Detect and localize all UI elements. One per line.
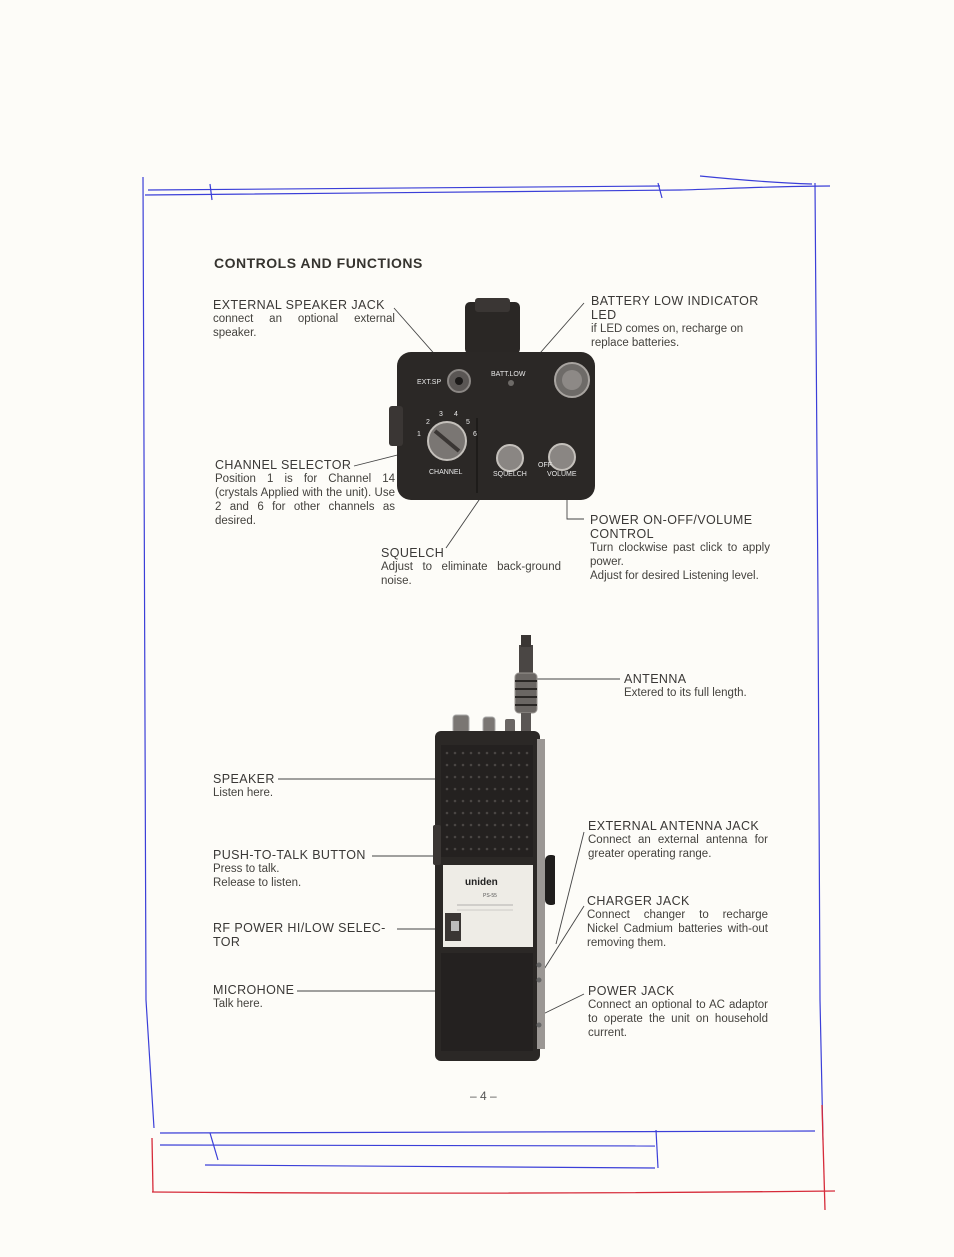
- callout-label: POWER JACK: [588, 984, 675, 998]
- brand-logo-text: uniden: [465, 877, 498, 888]
- callout-label: SPEAKER: [213, 772, 275, 786]
- red-pen-frame: [152, 1105, 835, 1210]
- callout-description: connect an optional external speaker.: [213, 313, 395, 339]
- dial-number: 5: [466, 419, 470, 426]
- dial-number: 3: [439, 411, 443, 418]
- callout-speaker: [213, 772, 363, 800]
- callout-description: Press to talk.: [213, 863, 280, 875]
- off-device-label: OFF: [538, 462, 552, 469]
- callout-power-volume-control: [590, 513, 770, 583]
- callout-channel-selector: [215, 458, 395, 528]
- callout-description: if LED comes on, recharge on replace batteries.: [591, 323, 744, 349]
- callout-rf-power-selector: [213, 921, 391, 949]
- callout-label: CHARGER JACK: [587, 894, 690, 908]
- callout-microphone: [213, 983, 363, 1011]
- callout-description: Position 1 is for Channel 14 (crystals Applied with the unit). Use 2 and 6 for other channels as desired.: [215, 473, 395, 527]
- ext-sp-device-label: EXT.SP: [417, 379, 442, 386]
- callout-push-to-talk: [213, 848, 383, 890]
- ptt-button-icon: [433, 825, 441, 865]
- callout-external-antenna-jack: [588, 819, 768, 861]
- callout-description: Turn clockwise past click to apply power.: [590, 542, 770, 568]
- callout-label: RF POWER HI/LOW SELEC-TOR: [213, 921, 386, 949]
- side-strip: [537, 739, 545, 1049]
- callout-charger-jack: [587, 894, 768, 950]
- callout-external-speaker-jack: [213, 298, 395, 340]
- callout-battery-low-led: [591, 294, 771, 350]
- squelch-knob-icon: [497, 445, 523, 471]
- microphone-grille-icon: [441, 953, 533, 1051]
- page-title: CONTROLS AND FUNCTIONS: [214, 255, 423, 271]
- dial-number: 2: [426, 419, 430, 426]
- squelch-device-label: SQUELCH: [493, 471, 527, 478]
- callout-label: ANTENNA: [624, 672, 687, 686]
- callout-power-jack: [588, 984, 768, 1040]
- volume-device-label: VOLUME: [547, 471, 577, 478]
- callout-label: SQUELCH: [381, 546, 445, 560]
- callout-label: PUSH-TO-TALK BUTTON: [213, 848, 366, 862]
- callout-description: Talk here.: [213, 998, 263, 1010]
- volume-knob-icon: [549, 444, 575, 470]
- dial-number: 6: [473, 431, 477, 438]
- callout-label: CHANNEL SELECTOR: [215, 458, 352, 472]
- callout-label: MICROHONE: [213, 983, 295, 997]
- callout-squelch: [381, 546, 561, 588]
- callout-label: BATTERY LOW INDICATOR LED: [591, 294, 759, 322]
- callout-description: Release to listen.: [213, 877, 302, 889]
- callout-label: EXTERNAL SPEAKER JACK: [213, 298, 385, 312]
- channel-device-label: CHANNEL: [429, 469, 463, 476]
- callout-description: Connect an external antenna for greater operating range.: [588, 834, 768, 860]
- radio-top-panel-illustration: [385, 298, 610, 508]
- callout-description: Connect changer to recharge Nickel Cadmium batteries with-out removing them.: [587, 909, 768, 949]
- dial-number: 1: [417, 431, 421, 438]
- dial-number: 4: [454, 411, 458, 418]
- callout-label: POWER ON-OFF/VOLUME CONTROL: [590, 513, 753, 541]
- charger-jack-icon: [537, 978, 542, 983]
- external-antenna-jack-icon: [537, 963, 542, 968]
- model-text: PS-55: [483, 893, 497, 899]
- power-jack-icon: [537, 1023, 542, 1028]
- callout-description: Extered to its full length.: [624, 687, 747, 699]
- callout-description: Adjust for desired Listening level.: [590, 570, 759, 582]
- callout-description: Connect an optional to AC adaptor to operate the unit on household current.: [588, 999, 768, 1039]
- battery-led-icon: [508, 380, 514, 386]
- radio-front-illustration: [425, 635, 555, 1065]
- page-number: – 4 –: [470, 1089, 497, 1103]
- batt-low-device-label: BATT.LOW: [491, 371, 526, 378]
- callout-label: EXTERNAL ANTENNA JACK: [588, 819, 760, 833]
- callout-antenna: [624, 672, 794, 700]
- antenna-icon: [519, 645, 533, 673]
- callout-description: Adjust to eliminate back-ground noise.: [381, 561, 561, 587]
- callout-description: Listen here.: [213, 787, 274, 799]
